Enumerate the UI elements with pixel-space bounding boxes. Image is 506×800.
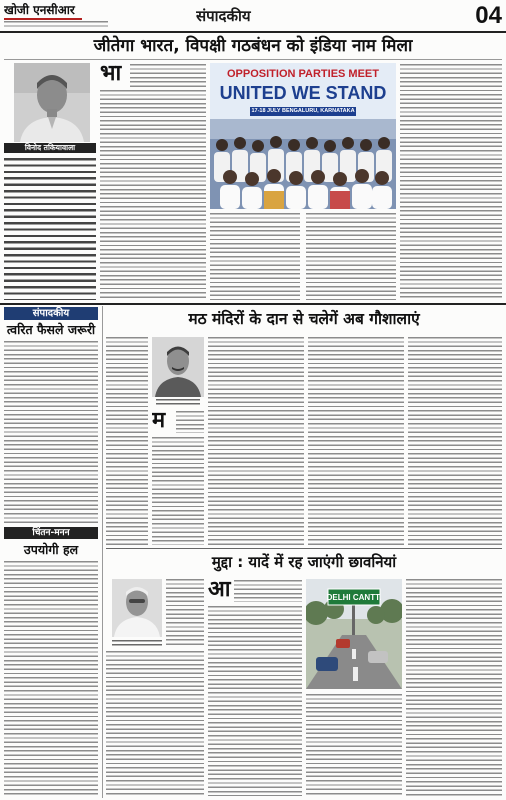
cantonment-body-text [106, 651, 204, 796]
gaushala-body-text [152, 437, 204, 545]
column-label: चिंतन-मनन [4, 527, 98, 539]
cantonment-author-caption [112, 640, 162, 646]
gaushala-author-caption [156, 399, 200, 405]
lead-body-text [210, 213, 300, 300]
banner-line1: OPPOSITION PARTIES MEET [227, 68, 379, 80]
masthead-logo: खोजी एनसीआर [4, 3, 82, 20]
story-divider [106, 548, 502, 549]
delhi-cantt-sign: DELHI CANTT. [326, 593, 382, 602]
opposition-meet-photo [210, 63, 396, 209]
gaushala-headline: मठ मंदिरों के दान से चलेगें अब गौशालाएं [188, 310, 420, 328]
section-title: संपादकीय [196, 7, 251, 25]
delhi-cantt-photo [306, 579, 402, 689]
masthead-rule [0, 31, 506, 33]
dateline [4, 21, 108, 29]
cantonment-author-photo [112, 579, 162, 637]
editorial-label: संपादकीय [4, 307, 98, 320]
banner-line3: 17-18 JULY BENGALURU, KARNATAKA [251, 108, 355, 114]
gaushala-body-text [308, 337, 404, 545]
cantonment-body-text [406, 579, 502, 796]
cantonment-drop-cap: आ [208, 579, 231, 602]
lead-body-text [100, 90, 206, 300]
gaushala-body-text [176, 411, 204, 433]
page-number: 04 [475, 2, 502, 29]
author-photo [14, 63, 90, 142]
gaushala-body-text [208, 337, 304, 545]
lead-body-text [400, 64, 502, 300]
column-body-text [4, 561, 98, 796]
cantonment-body-text [306, 694, 402, 796]
lead-rule [4, 59, 502, 60]
editorial-headline: त्वरित फैसले जरूरी [6, 322, 96, 337]
cantonment-body-text [208, 606, 302, 796]
group-photo [210, 119, 396, 209]
editorial-body-text [4, 341, 98, 523]
gaushala-drop-cap: म [152, 410, 166, 433]
column-headline: उपयोगी हल [23, 542, 79, 557]
lead-body-text [130, 64, 206, 88]
lead-headline: जीतेगा भारत, विपक्षी गठबंधन को इंडिया नाम मिला [93, 36, 413, 56]
lead-drop-cap: भा [100, 63, 122, 86]
gaushala-body-text [408, 337, 502, 545]
cantonment-headline: मुद्दा : यादें में रह जाएंगी छावनियां [211, 553, 397, 571]
gaushala-author-photo [152, 337, 204, 397]
gaushala-body-text [106, 337, 148, 545]
cantonment-body-text [234, 580, 302, 602]
cantonment-body-text [166, 579, 204, 645]
author-caption: विनोद तकियावाला [4, 143, 96, 153]
lead-intro-text [4, 158, 96, 300]
section-divider [0, 303, 506, 305]
column-divider [102, 306, 103, 798]
banner-line2: UNITED WE STAND [219, 83, 387, 103]
lead-body-text [306, 213, 396, 300]
